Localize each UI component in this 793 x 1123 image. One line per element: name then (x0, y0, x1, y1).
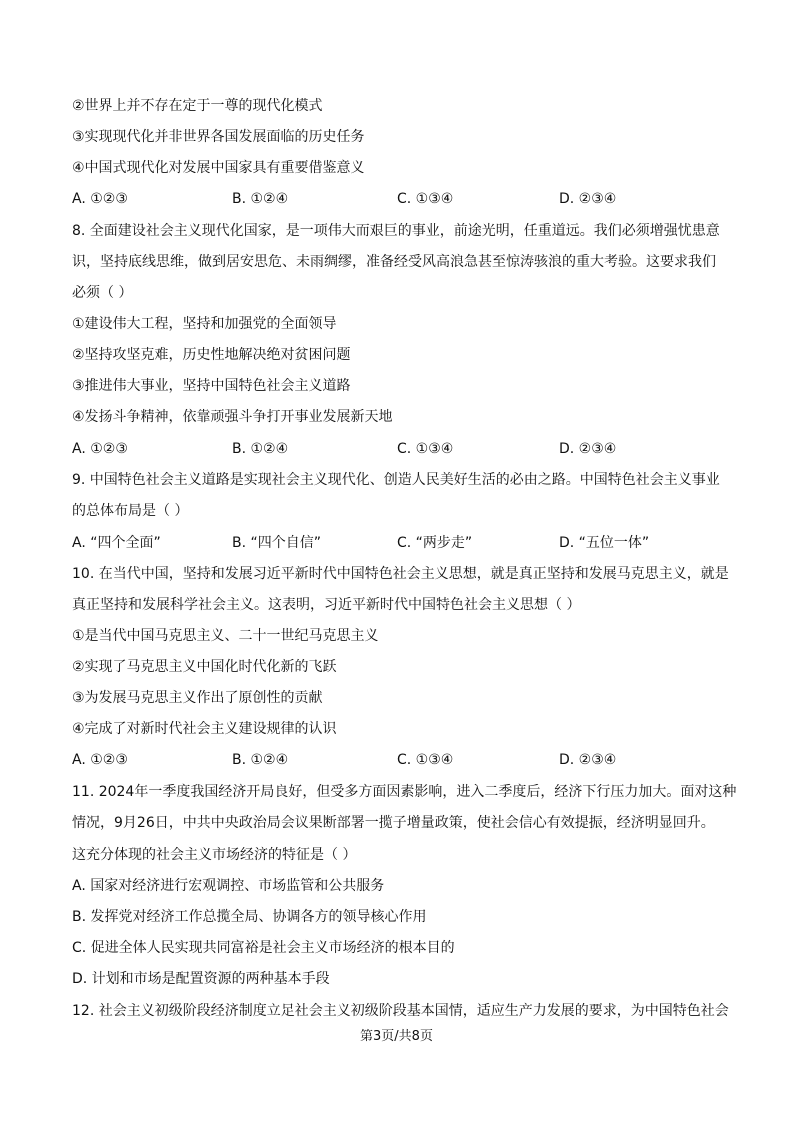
q7-option-b: B. ①②④ (232, 191, 289, 207)
q10-option-d: D. ②③④ (559, 752, 617, 768)
q8-statement-1: ①建设伟大工程，坚持和加强党的全面领导 (72, 316, 337, 332)
q11-option-c: C. 促进全体人民实现共同富裕是社会主义市场经济的根本目的 (72, 940, 455, 956)
q8-options (72, 440, 732, 458)
q10-stem-line-1: 10. 在当代中国，坚持和发展习近平新时代中国特色社会主义思想，就是真正坚持和发展马克思主义，就是 (72, 566, 729, 582)
q7-statement-3: ③实现现代化并非世界各国发展面临的历史任务 (72, 129, 365, 145)
q8-stem-line-3: 必须（ ） (72, 285, 133, 301)
q8-option-a: A. ①②③ (72, 441, 128, 457)
q8-option-c: C. ①③④ (397, 441, 454, 457)
q7-options (72, 190, 732, 208)
q9-option-c: C. “两步走” (397, 535, 473, 551)
q8-stem-line-2: 识，坚持底线思维，做到居安思危、未雨绸缪，准备经受风高浪急甚至惊涛骇浪的重大考验。这要求我们 (72, 254, 716, 270)
q7-option-d: D. ②③④ (559, 191, 617, 207)
q10-option-b: B. ①②④ (232, 752, 289, 768)
q11-option-a: A. 国家对经济进行宏观调控、市场监管和公共服务 (72, 878, 385, 894)
q9-stem-line-1: 9. 中国特色社会主义道路是实现社会主义现代化、创造人民美好生活的必由之路。中国特色社会主义事业 (72, 472, 720, 488)
q8-statement-2: ②坚持攻坚克难，历史性地解决绝对贫困问题 (72, 347, 351, 363)
q10-options (72, 751, 732, 769)
q9-option-a: A. “四个全面” (72, 535, 161, 551)
q9-options (72, 534, 732, 552)
q7-statement-4: ④中国式现代化对发展中国家具有重要借鉴意义 (72, 160, 365, 176)
q9-stem-line-2: 的总体布局是（ ） (72, 503, 189, 519)
q8-statement-3: ③推进伟大事业，坚持中国特色社会主义道路 (72, 378, 351, 394)
q7-statement-2: ②世界上并不存在定于一尊的现代化模式 (72, 98, 323, 114)
q10-statement-1: ①是当代中国马克思主义、二十一世纪马克思主义 (72, 628, 379, 644)
q12-stem-line-1: 12. 社会主义初级阶段经济制度立足社会主义初级阶段基本国情，适应生产力发展的要求，为中国特色社会 (72, 1003, 729, 1019)
q10-statement-2: ②实现了马克思主义中国化时代化新的飞跃 (72, 659, 337, 675)
q7-option-c: C. ①③④ (397, 191, 454, 207)
q11-stem-line-3: 这充分体现的社会主义市场经济的特征是（ ） (72, 847, 357, 863)
q9-option-d: D. “五位一体” (559, 535, 650, 551)
q7-option-a: A. ①②③ (72, 191, 128, 207)
q8-statement-4: ④发扬斗争精神，依靠顽强斗争打开事业发展新天地 (72, 409, 393, 425)
q10-statement-3: ③为发展马克思主义作出了原创性的贡献 (72, 690, 323, 706)
q11-stem-line-2: 情况，9月26日，中共中央政治局会议果断部署一揽子增量政策，使社会信心有效提振，经济明显回升。 (72, 815, 715, 831)
q11-option-d: D. 计划和市场是配置资源的两种基本手段 (72, 971, 330, 987)
q10-stem-line-2: 真正坚持和发展科学社会主义。这表明，习近平新时代中国特色社会主义思想（ ） (72, 597, 581, 613)
q10-statement-4: ④完成了对新时代社会主义建设规律的认识 (72, 721, 337, 737)
q11-stem-line-1: 11. 2024年一季度我国经济开局良好，但受多方面因素影响，进入二季度后，经济下行压力加大。面对这种 (72, 784, 737, 800)
q8-option-b: B. ①②④ (232, 441, 289, 457)
q11-option-b: B. 发挥党对经济工作总揽全局、协调各方的领导核心作用 (72, 909, 427, 925)
q10-option-a: A. ①②③ (72, 752, 128, 768)
page-footer: 第3页/共8页 (360, 1029, 433, 1044)
q9-option-b: B. “四个自信” (232, 535, 322, 551)
q8-stem-line-1: 8. 全面建设社会主义现代化国家，是一项伟大而艰巨的事业，前途光明，任重道远。我们必须增强忧患意 (72, 223, 720, 239)
q10-option-c: C. ①③④ (397, 752, 454, 768)
q8-option-d: D. ②③④ (559, 441, 617, 457)
